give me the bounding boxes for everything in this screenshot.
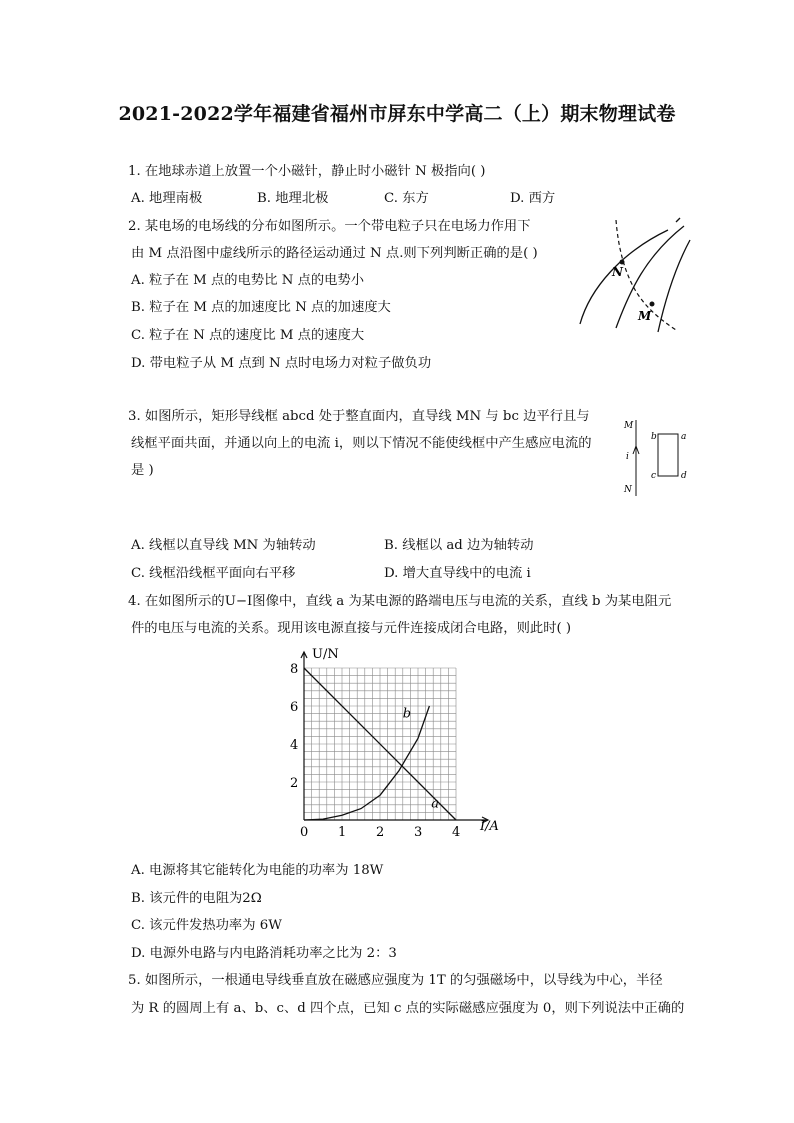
x-axis-label: I/A — [480, 819, 499, 834]
page-title: 2021-2022学年福建省福州市屏东中学高二（上）期末物理试卷 — [118, 103, 676, 125]
label-m: M — [624, 421, 634, 431]
x-tick-label: 4 — [452, 825, 461, 840]
q2-option-a: A. 粒子在 M 点的电势比 N 点的电势小 — [131, 273, 365, 288]
q2-option-d: D. 带电粒子从 M 点到 N 点时电场力对粒子做负功 — [131, 356, 432, 371]
q3-stem-line-3: 是 ) — [131, 463, 154, 478]
wire-frame — [658, 434, 678, 476]
q5-stem-line-2: 为 R 的圆周上有 a、b、c、d 四个点，已知 c 点的实际磁感应强度为 0，则下列说法中正确的 — [131, 1001, 685, 1016]
label-a: a — [681, 432, 687, 442]
wire-frame-figure — [620, 412, 696, 500]
label-i: i — [626, 452, 629, 462]
y-tick-label: 8 — [290, 662, 299, 677]
q2-stem-line-1: 2. 某电场的电场线的分布如图所示。一个带电粒子只在电场力作用下 — [128, 219, 531, 234]
series-b-label: b — [402, 706, 412, 722]
q2-option-c: C. 粒子在 N 点的速度比 M 点的速度大 — [131, 328, 365, 343]
q3-option-c: C. 线框沿线框平面向右平移 — [131, 566, 296, 581]
electric-field-figure — [572, 216, 692, 336]
q1-option-b: B. 地理北极 — [257, 191, 329, 206]
series-a-label: a — [431, 796, 440, 812]
q4-option-a: A. 电源将其它能转化为电能的功率为 18W — [131, 863, 384, 878]
y-tick-label: 2 — [290, 776, 299, 791]
x-tick-label: 3 — [414, 825, 423, 840]
q2-option-b: B. 粒子在 M 点的加速度比 N 点的加速度大 — [131, 300, 391, 315]
q4-option-d: D. 电源外电路与内电路消耗功率之比为 2：3 — [131, 946, 397, 961]
q1-stem: 1. 在地球赤道上放置一个小磁针，静止时小磁针 N 极指向( ) — [128, 164, 486, 179]
q3-stem-line-2: 线框平面共面，并通以向上的电流 i，则以下情况不能使线框中产生感应电流的 — [131, 436, 592, 451]
q1-option-c: C. 东方 — [384, 191, 429, 206]
q3-option-b: B. 线框以 ad 边为轴转动 — [384, 538, 534, 553]
label-n: N — [624, 485, 632, 495]
x-tick-label: 2 — [376, 825, 385, 840]
x-tick-label: 0 — [300, 825, 309, 840]
q3-option-a: A. 线框以直导线 MN 为轴转动 — [131, 538, 316, 553]
q4-option-c: C. 该元件发热功率为 6W — [131, 918, 282, 933]
q4-option-b: B. 该元件的电阻为2Ω — [131, 891, 262, 906]
q1-option-d: D. 西方 — [510, 191, 556, 206]
label-b: b — [651, 432, 657, 442]
label-c: c — [651, 471, 657, 481]
q4-stem-line-1: 4. 在如图所示的U−I图像中，直线 a 为某电源的路端电压与电流的关系，直线 b 为某电阻元 — [128, 594, 672, 609]
q4-stem-line-2: 件的电压与电流的关系。现用该电源直接与元件连接成闭合电路，则此时( ) — [131, 621, 572, 636]
point-m — [650, 302, 655, 307]
q3-option-d: D. 增大直导线中的电流 i — [384, 566, 531, 581]
label-m: M — [638, 309, 652, 323]
field-line-1 — [580, 230, 668, 324]
x-tick-label: 1 — [338, 825, 347, 840]
field-line-3 — [658, 240, 690, 332]
label-n: N — [612, 265, 623, 279]
label-d: d — [681, 471, 687, 481]
arrowhead — [676, 218, 680, 222]
y-axis-label: U/N — [312, 647, 339, 662]
y-tick-label: 6 — [290, 700, 299, 715]
y-tick-label: 4 — [290, 738, 299, 753]
q1-option-a: A. 地理南极 — [131, 191, 203, 206]
point-n — [620, 260, 625, 265]
q3-stem-line-1: 3. 如图所示，矩形导线框 abcd 处于整直面内，直导线 MN 与 bc 边平行且与 — [128, 409, 590, 424]
q5-stem-line-1: 5. 如图所示，一根通电导线垂直放在磁感应强度为 1T 的匀强磁场中，以导线为中心，半径 — [128, 973, 663, 988]
ui-chart — [282, 644, 512, 840]
q2-stem-line-2: 由 M 点沿图中虚线所示的路径运动通过 N 点.则下列判断正确的是( ) — [131, 246, 538, 261]
